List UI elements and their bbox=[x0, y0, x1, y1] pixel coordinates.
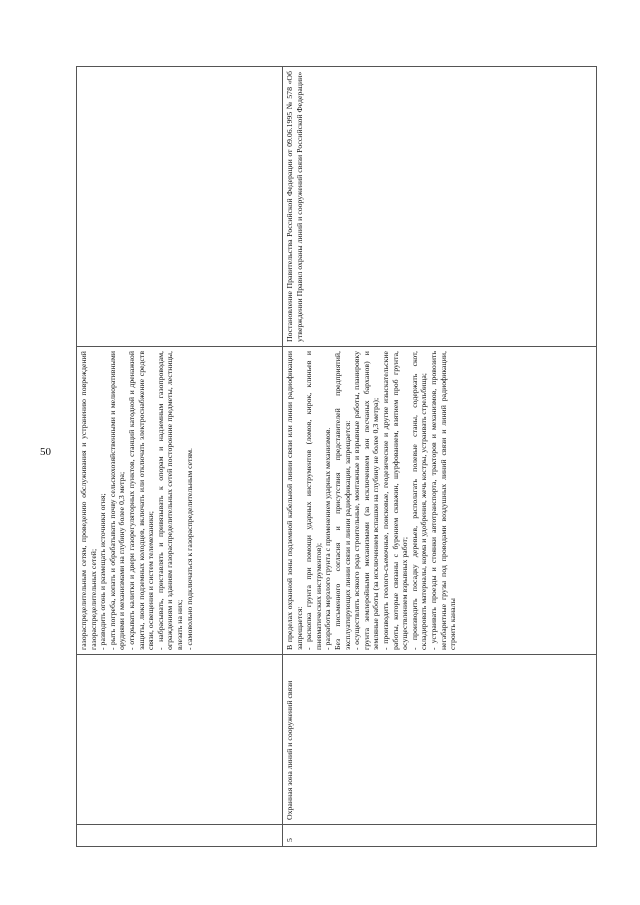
requirement-line: - устраивать проезды и стоянки автотранспорта, тракторов и механизмов, провозить негабаритные грузы под проводами воздушных линий связи и линий радиофикации, строить каналы bbox=[428, 351, 458, 650]
requirement-line: - раскопка грунта при помощи ударных инструментов (ломов, кирок, клиньев и пневматических инструментов); bbox=[304, 351, 323, 650]
requirement-line: - производить геолого-съемочные, поисковые, геодезические и другие изыскательские работы, которые связаны с бурением скважин, шурфованием, взятием проб грунта, осуществлением взрывных работ; bbox=[380, 351, 410, 650]
requirement-line: - разработка мерзлого грунта с применением ударных механизмов. bbox=[323, 427, 333, 650]
requirement-line: - открывать калитки и двери газорегуляторных пунктов, станций катодной и дренажной защиты, люки подземных колодцев, включать или отключать электроснабжение средств связи, освещения и систем телемеханики; bbox=[126, 351, 156, 650]
table-row bbox=[283, 67, 597, 847]
requirement-line: - разводить огонь и размещать источники огня; bbox=[98, 493, 108, 650]
requirements-cell bbox=[77, 347, 283, 655]
requirement-line: - самовольно подключаться к газораспределительным сетям. bbox=[184, 448, 194, 650]
requirement-line: В пределах охранной зоны подземной кабельной линии связи или линии радиофикации запрещается: bbox=[285, 351, 304, 650]
requirements-cell bbox=[283, 347, 597, 655]
requirement-line: - осуществлять всякого рода строительные, монтажные и взрывные работы, планировку грунта землеройными механизмами (за исключением зон песчаных барханов) и земляные работы (за исключением вспашки на глубину не более 0,3 метра); bbox=[352, 351, 381, 650]
requirement-line: Без письменного согласия и присутствия представителей предприятий, эксплуатирующих линии связи и линии радиофикации, запрещается: bbox=[332, 351, 352, 650]
row-number-cell bbox=[77, 825, 283, 847]
page-number: 50 bbox=[40, 446, 51, 458]
requirement-line: - рыть погреба, копать и обрабатывать почву сельскохозяйственными и мелиоративными орудиями и механизмами на глубину более 0,3 метра; bbox=[107, 351, 127, 650]
zone-name-cell bbox=[77, 655, 283, 825]
table-row bbox=[77, 67, 283, 847]
row-number-cell: 5 bbox=[283, 825, 597, 847]
zone-name-cell: Охранная зона линий и сооружений связи bbox=[283, 655, 597, 825]
requirement-line: - производить посадку деревьев, располагать полевые станы, содержать скот, складировать материалы, корма и удобрения, жечь костры, устраивать стрельбища; bbox=[409, 351, 429, 650]
legal-document-cell: Постановление Правительства Российской Федерации от 09.06.1995 № 578 «Об утверждении Правил охраны линий и сооружений связи Российской Федерации» bbox=[283, 67, 597, 347]
protection-zones-table bbox=[76, 66, 597, 847]
requirement-line: газораспределительным сетям, проведению обслуживания и устранению повреждений газораспределительных сетей; bbox=[79, 351, 98, 650]
legal-document-cell bbox=[77, 67, 283, 347]
requirement-line: - набрасывать, приставлять и привязывать к опорам и надземным газопроводам, ограждениям и зданиям газораспределительных сетей посторонние предметы, лестницы, влезать на них; bbox=[155, 351, 184, 650]
rotated-table-wrapper bbox=[76, 71, 640, 847]
